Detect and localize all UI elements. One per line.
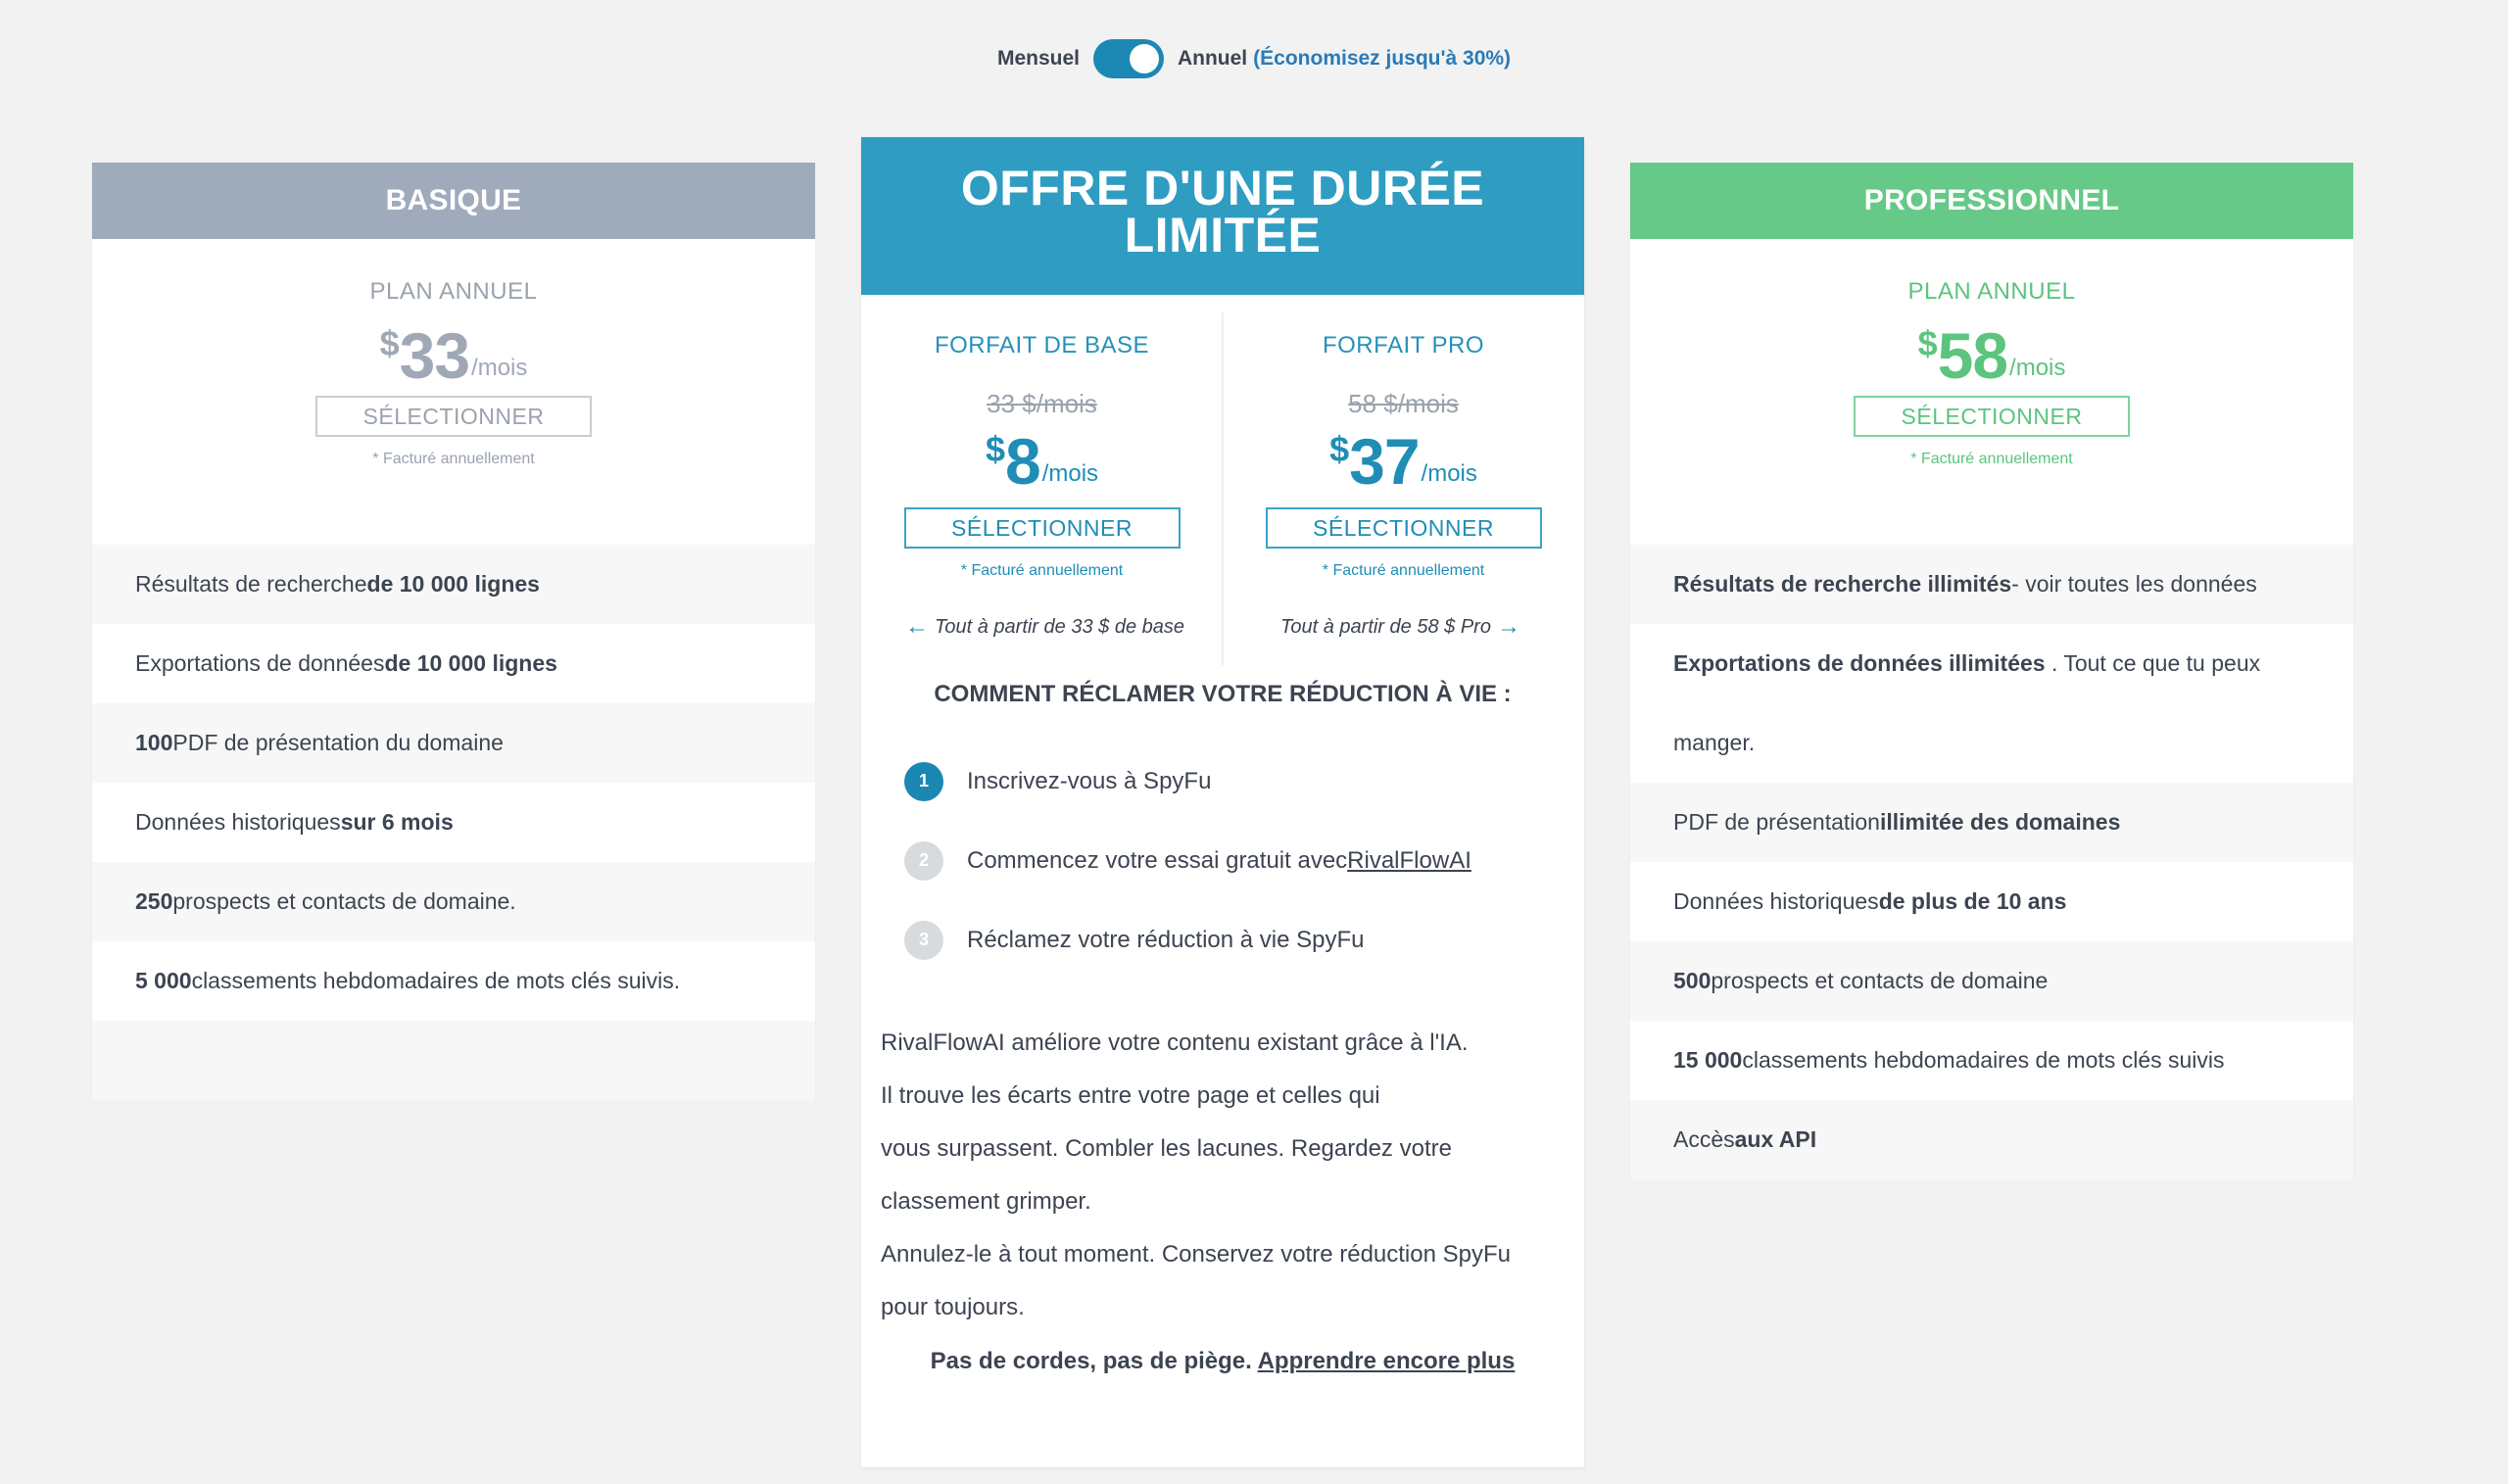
pro-feature-list (1630, 545, 2353, 1179)
limited-offer-card (861, 137, 1584, 1467)
description-line: RivalFlowAI améliore votre contenu existant grâce à l'IA. (881, 1029, 1469, 1056)
description-line: pour toujours. (881, 1294, 1025, 1320)
footer-text: Pas de cordes, pas de piège. (930, 1348, 1258, 1374)
price-period: /mois (2009, 355, 2066, 381)
price (92, 317, 815, 396)
billing-toggle (0, 39, 2508, 78)
step-number: 1 (904, 762, 943, 801)
plan-label: FORFAIT DE BASE (934, 332, 1150, 359)
price (861, 423, 1223, 507)
pro-card-header: PROFESSIONNEL (1630, 163, 2353, 239)
price-amount: 8 (1004, 425, 1040, 498)
price (1223, 423, 1584, 507)
description-line: Annulez-le à tout moment. Conservez votre réduction SpyFu (881, 1241, 1511, 1268)
annual-label[interactable]: Annuel (1177, 47, 1248, 70)
arrow-right-icon: → (1496, 613, 1520, 640)
learn-more-link[interactable]: Apprendre encore plus (1257, 1348, 1516, 1374)
price (1630, 317, 2353, 396)
from-note-text: Tout à partir de 33 $ de base (935, 615, 1184, 638)
billed-note: * Facturé annuellement (960, 562, 1124, 579)
feature-row: PDF de présentation illimitée des domaines (1630, 783, 2353, 862)
billed-note: * Facturé annuellement (1910, 451, 2073, 467)
currency-symbol: $ (1917, 323, 1938, 363)
currency-symbol: $ (1329, 429, 1350, 469)
feature-row: 5 000 classements hebdomadaires de mots clés suivis. (135, 968, 681, 993)
price-period: /mois (471, 355, 528, 381)
feature-row: 15 000 classements hebdomadaires de mots clés suivis (1673, 1047, 2225, 1073)
offer-plans (861, 295, 1584, 673)
basic-feature-list (92, 545, 815, 1100)
basic-select-button[interactable]: SÉLECTIONNER (315, 396, 592, 437)
currency-symbol: $ (985, 429, 1005, 469)
old-price: 33 $/mois (987, 389, 1097, 418)
offer-footer (861, 1348, 1584, 1375)
plan-label: PLAN ANNUEL (369, 278, 538, 305)
feature-row: 500 prospects et contacts de domaine (1630, 941, 2353, 1021)
description-line: Il trouve les écarts entre votre page et celles qui (881, 1082, 1380, 1109)
rivalflowai-link[interactable]: RivalFlowAI (1347, 846, 1471, 874)
basic-card-header: BASIQUE (92, 163, 815, 239)
plan-label: PLAN ANNUEL (1907, 278, 2076, 305)
pro-select-button[interactable]: SÉLECTIONNER (1266, 507, 1542, 549)
feature-row-empty (92, 1021, 815, 1100)
step-text: Inscrivez-vous à SpyFu (967, 767, 1212, 794)
feature-row: Résultats de recherche illimités - voir toutes les données (1630, 545, 2353, 624)
step-item (904, 900, 1584, 980)
step-text: Réclamez votre réduction à vie SpyFu (967, 926, 1365, 953)
price-amount: 58 (1937, 319, 2008, 392)
step-number: 3 (904, 921, 943, 960)
claim-title: COMMENT RÉCLAMER VOTRE RÉDUCTION À VIE : (934, 681, 1512, 707)
price-amount: 37 (1349, 425, 1420, 498)
billing-toggle-switch[interactable] (1093, 39, 1164, 78)
pro-plan-card (1630, 163, 2353, 1177)
step-item (904, 821, 1584, 900)
toggle-knob (1130, 44, 1159, 73)
feature-row: Données historiques de plus de 10 ans (1673, 888, 2067, 914)
price-amount: 33 (399, 319, 470, 392)
feature-row: Exportations de données de 10 000 lignes (135, 650, 557, 676)
step-text: Commencez votre essai gratuit avec (967, 846, 1348, 874)
description-line: vous surpassent. Combler les lacunes. Regardez votre (881, 1135, 1452, 1162)
price-period: /mois (1041, 460, 1099, 487)
offer-card-header (861, 137, 1584, 295)
feature-row: 100 PDF de présentation du domaine (92, 703, 815, 783)
price-period: /mois (1421, 460, 1477, 487)
currency-symbol: $ (379, 323, 400, 363)
arrow-left-icon: ← (905, 613, 929, 640)
billed-note: * Facturé annuellement (1322, 562, 1485, 579)
savings-note: (Économisez jusqu'à 30%) (1253, 47, 1512, 70)
offer-title-line1: OFFRE D'UNE DURÉE (960, 161, 1485, 215)
monthly-label[interactable]: Mensuel (996, 47, 1080, 70)
billed-note: * Facturé annuellement (372, 451, 535, 467)
pro-price-area (1630, 239, 2353, 545)
feature-row: Exportations de données illimitées . Tout ce que tu peux manger. (1673, 650, 2261, 755)
basic-plan-card (92, 163, 815, 1098)
from-note-text: Tout à partir de 58 $ Pro (1280, 615, 1491, 638)
base-select-button[interactable]: SÉLECTIONNER (904, 507, 1181, 549)
feature-row: Accès aux API (1630, 1100, 2353, 1179)
base-from-note[interactable] (861, 613, 1223, 641)
pro-from-note[interactable] (1223, 613, 1584, 641)
description-line: classement grimper. (881, 1188, 1091, 1215)
feature-row: Résultats de recherche de 10 000 lignes (92, 545, 815, 624)
plan-divider (1222, 312, 1224, 665)
offer-plan-pro (1223, 295, 1584, 673)
feature-row: Données historiques sur 6 mois (135, 809, 454, 835)
offer-description (861, 1017, 1584, 1334)
basic-price-area (92, 239, 815, 545)
plan-label: FORFAIT PRO (1322, 332, 1485, 359)
step-item (904, 742, 1584, 821)
old-price: 58 $/mois (1348, 389, 1459, 418)
pro-card-select-button[interactable]: SÉLECTIONNER (1854, 396, 2130, 437)
claim-steps (861, 742, 1584, 980)
offer-plan-base (861, 295, 1223, 673)
feature-row: 250 prospects et contacts de domaine. (92, 862, 815, 941)
offer-title-line2: LIMITÉE (1124, 208, 1322, 263)
step-number: 2 (904, 841, 943, 881)
